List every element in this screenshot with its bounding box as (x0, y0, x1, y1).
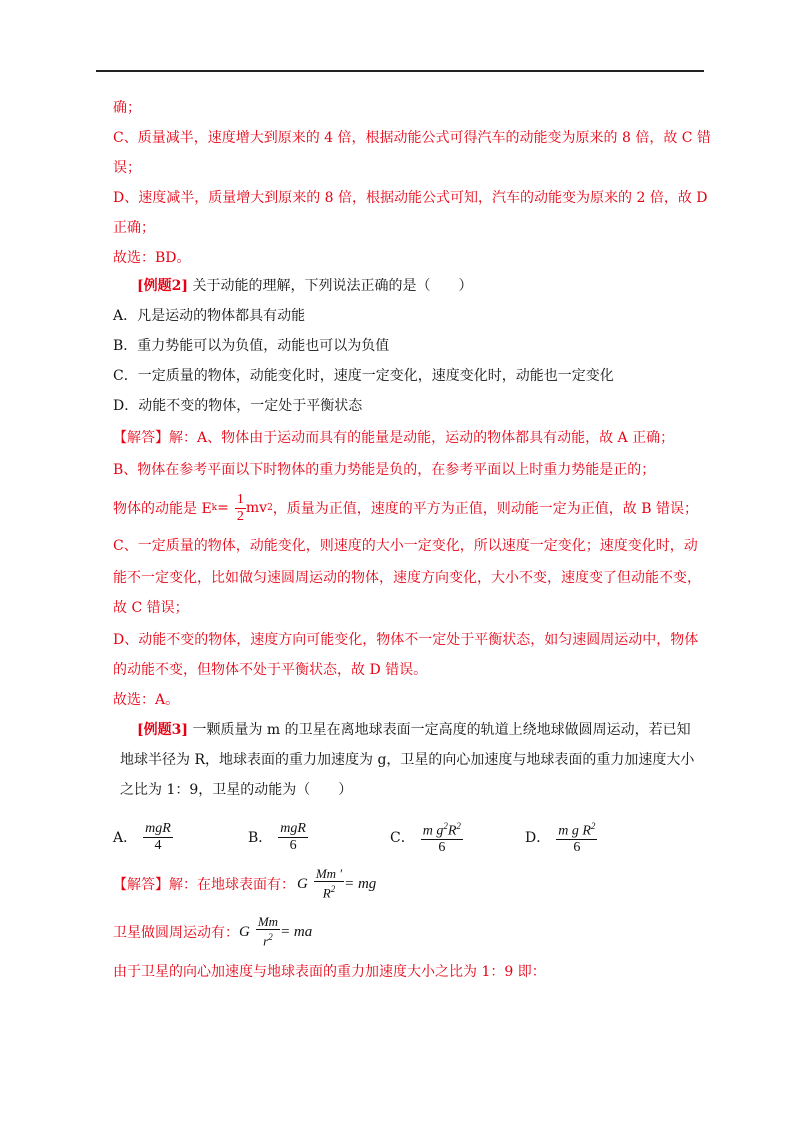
example3-options (113, 817, 713, 857)
option-d: D． $\frac{m g R^2}{6}$ (525, 817, 597, 857)
text-line: 误； (113, 160, 141, 176)
answer-line: C、一定质量的物体，动能变化，则速度的大小一定变化，所以速度一定变化；速度变化时，动 (113, 538, 698, 554)
answer-line: D、动能不变的物体，速度方向可能变化，物体不一定处于平衡状态，如匀速圆周运动中，物体 (113, 632, 699, 648)
formula-sub: k (211, 503, 218, 513)
option-a: A． $\frac{\text{mgR}}{4}$ (113, 820, 171, 853)
answer-line: 能不一定变化，比如做匀速圆周运动的物体，速度方向变化，大小不变，速度变了但动能不变， (113, 570, 701, 586)
kinetic-energy-formula-line (113, 490, 698, 526)
answer-line: 故 C 错误； (113, 600, 189, 616)
example3-question-line: 地球半径为 R，地球表面的重力加速度为 g，卫星的向心加速度与地球表面的重力加速度大小 (120, 752, 695, 768)
example3-question-text: 一颗质量为 m 的卫星在离地球表面一定高度的轨道上绕地球做圆周运动，若已知 (192, 722, 691, 738)
answer-tag: 【解答】 (113, 877, 169, 893)
formula-sup: 2 (267, 503, 273, 513)
text-line: 故选：BD。 (113, 250, 191, 266)
option-b: B． $\frac{\text{mgR}}{6}$ (248, 820, 306, 853)
answer-line: 故选：A。 (113, 692, 180, 708)
formula-prefix: 物体的动能是 E (113, 501, 212, 517)
example2-question (137, 276, 737, 296)
answer-text: 解：A、物体由于运动而具有的能量是动能，运动的物体都具有动能，故 A 正确； (169, 430, 675, 446)
text-line: D、速度减半，质量增大到原来的 8 倍，根据动能公式可知，汽车的动能变为原来的 2 倍，故 D (113, 190, 708, 206)
formula-suffix: ，质量为正值，速度的平方为正值，则动能一定为正值，故 B 错误； (272, 501, 698, 517)
header-rule (96, 70, 704, 72)
example2-label: [例题2] (137, 278, 188, 294)
example2-question-text: 关于动能的理解，下列说法正确的是（ ） (192, 278, 473, 294)
text-line: 确； (113, 100, 141, 116)
formula-eq: = (217, 500, 229, 516)
example3-question (137, 720, 737, 740)
gravity-surface-equation: 【解答】 解：在地球表面有： G $\frac{Mm '}{R^2}$ = mg (113, 866, 377, 901)
example3-question-line: 之比为 1：9，卫星的动能为（ ） (120, 782, 353, 798)
example3-label: [例题3] (137, 722, 188, 738)
option-a: A．凡是运动的物体都具有动能 (113, 308, 306, 324)
answer-line: 的动能不变，但物体不处于平衡状态，故 D 错误。 (113, 662, 428, 678)
option-c: C．一定质量的物体，动能变化时，速度一定变化，速度变化时，动能也一定变化 (113, 368, 614, 384)
option-b: B．重力势能可以为负值，动能也可以为负值 (113, 338, 390, 354)
text-line: 正确； (113, 220, 155, 236)
text-line: C、质量减半，速度增大到原来的 4 倍，根据动能公式可得汽车的动能变为原来的 8 倍，故 C 错 (113, 130, 711, 146)
option-d: D．动能不变的物体，一定处于平衡状态 (113, 398, 363, 414)
formula-mv: mv (245, 500, 268, 516)
fraction-half: $\frac{1}{2}$ (236, 491, 244, 524)
answer-line: B、物体在参考平面以下时物体的重力势能是负的，在参考平面以上时重力势能是正的； (113, 462, 656, 478)
orbit-equation: 卫星做圆周运动有： G $\frac{Mm}{r^2}$ = ma (113, 914, 313, 949)
option-c: C． $\frac{m g^2R^2}{6}$ (390, 817, 463, 857)
answer-line (113, 428, 713, 448)
answer-line: 由于卫星的向心加速度与地球表面的重力加速度大小之比为 1：9 即： (113, 964, 546, 980)
answer-tag: 【解答】 (113, 430, 169, 446)
